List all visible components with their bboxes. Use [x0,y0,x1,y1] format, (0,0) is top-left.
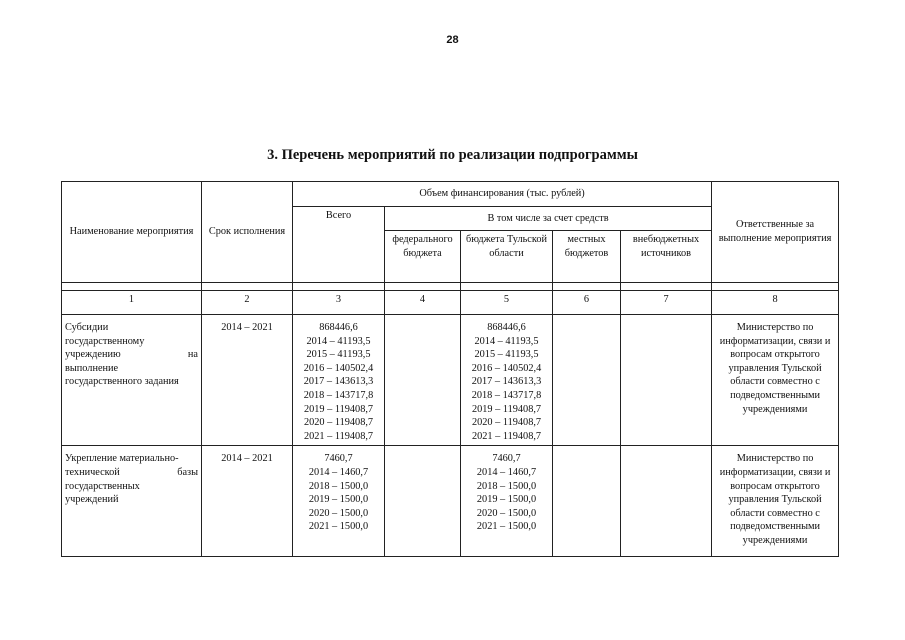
amount-line: 2015 – 41193,5 [474,349,539,361]
amount-line: 2019 – 1500,0 [476,494,537,506]
amount-line: 2015 – 41193,5 [306,349,371,361]
amount-line: 2021 – 119408,7 [471,430,542,442]
column-number: 6 [553,291,621,315]
amount-line: 2019 – 119408,7 [471,403,542,415]
measure-name-line: государственному [65,335,145,347]
responsible-cell: Министерство по информатизации, связи и вопросам открытого управления Тульской области совместно с подведомственными учреждениями [712,446,839,556]
header-extra: внебюджетных источников [621,231,712,283]
extra-cell [621,315,712,446]
header-responsible: Ответственные за выполнение мероприятия [712,182,839,283]
measure-name-line: государственных [65,480,140,492]
amount-line: 2016 – 140502,4 [303,362,374,374]
measure-name-line: технической базы [65,466,198,478]
amount-line: 7460,7 [324,453,353,465]
measure-name-line: учреждений [65,494,119,506]
amount-line: 2014 – 1460,7 [476,466,537,478]
measure-name [62,446,202,556]
amount-line: 7460,7 [492,453,521,465]
amount-line: 2018 – 143717,8 [303,389,374,401]
extra-cell [621,446,712,556]
amount-line: 2014 – 41193,5 [474,335,539,347]
term-cell: 2014 – 2021 [202,315,293,446]
amount-line: 2021 – 119408,7 [303,430,374,442]
federal-cell [385,446,461,556]
amount-line: 868446,6 [319,322,358,333]
amount-line: 2019 – 1500,0 [308,494,369,506]
amount-line: 2017 – 143613,3 [303,376,374,388]
header-spacer [62,283,839,291]
column-number: 4 [385,291,461,315]
federal-cell [385,315,461,446]
total-cell [293,315,385,446]
amount-line: 2018 – 1500,0 [476,480,537,492]
amount-line: 2020 – 1500,0 [308,507,369,519]
column-number: 8 [712,291,839,315]
amount-line: 2021 – 1500,0 [308,521,369,533]
local-cell [553,446,621,556]
column-number: 2 [202,291,293,315]
page-title: 3. Перечень мероприятий по реализации подпрограммы [267,147,638,163]
column-number: 5 [461,291,553,315]
term-cell: 2014 – 2021 [202,446,293,556]
amount-line: 2018 – 1500,0 [308,480,369,492]
measure-name-line: Укрепление материально- [65,453,179,465]
header-funding: Объем финансирования (тыс. рублей) [293,182,712,207]
amount-line: 2017 – 143613,3 [471,376,542,388]
header-federal: федерального бюджета [385,231,461,283]
header-row-1 [62,182,839,207]
amount-line: 2014 – 1460,7 [308,466,369,478]
header-local: местных бюджетов [553,231,621,283]
column-number: 7 [621,291,712,315]
measure-name-line: выполнение [65,362,119,374]
amount-line: 2016 – 140502,4 [471,362,542,374]
measures-table [61,181,839,557]
column-number: 3 [293,291,385,315]
amount-line: 2020 – 119408,7 [471,417,542,429]
amount-line: 2014 – 41193,5 [306,335,371,347]
amount-line: 2020 – 1500,0 [476,507,537,519]
amount-line: 868446,6 [487,322,526,333]
tula-cell [461,315,553,446]
local-cell [553,315,621,446]
tula-cell [461,446,553,556]
total-cell [293,446,385,556]
measure-name-line: Субсидии [65,322,109,333]
header-term: Срок исполнения [202,182,293,283]
measure-name [62,315,202,446]
amount-line: 2020 – 119408,7 [303,417,374,429]
responsible-cell: Министерство по информатизации, связи и вопросам открытого управления Тульской области совместно с подведомственными учреждениями [712,315,839,446]
amount-line: 2019 – 119408,7 [303,403,374,415]
header-name: Наименование мероприятия [62,182,202,283]
table-row [62,446,839,556]
amount-line: 2018 – 143717,8 [471,389,542,401]
column-number-row [62,291,839,315]
header-including: В том числе за счет средств [385,207,712,231]
page-number: 28 [446,34,459,46]
measure-name-line: учреждению на [65,349,198,361]
header-tula: бюджета Тульской области [461,231,553,283]
amount-line: 2021 – 1500,0 [476,521,537,533]
header-total: Всего [293,207,385,283]
measure-name-line: государственного задания [65,376,179,388]
table-row [62,315,839,446]
column-number: 1 [62,291,202,315]
